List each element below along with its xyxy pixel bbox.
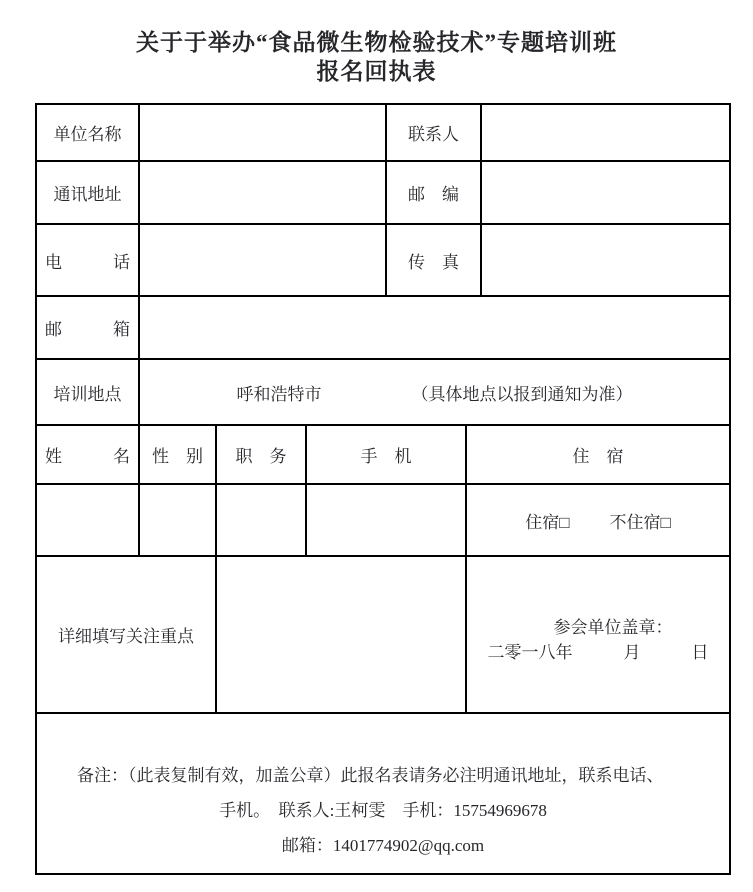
phone-field[interactable] [139, 224, 386, 296]
remarks-line-1: 备注：（此表复制有效，加盖公章）此报名表请务必注明通讯地址，联系电话、 [77, 766, 664, 785]
email-field[interactable] [139, 296, 730, 359]
stay-checkbox[interactable]: 住宿□ [525, 512, 570, 532]
remarks-cell [36, 713, 730, 874]
table-row [36, 556, 730, 713]
postcode-field[interactable] [481, 161, 730, 224]
phone-label: 电 话 [36, 224, 139, 296]
name-header: 姓 名 [36, 425, 139, 484]
address-field[interactable] [139, 161, 386, 224]
table-row [36, 484, 730, 556]
mobile-header: 手 机 [306, 425, 466, 484]
document-title [0, 28, 753, 86]
venue-city: 呼和浩特市 [236, 384, 322, 404]
venue-cell [139, 359, 730, 425]
remarks-line-2: 手机。 联系人:王柯雯 手机：15754969678 [219, 801, 547, 820]
gender-header: 性 别 [139, 425, 216, 484]
venue-note: （具体地点以报到通知为准） [411, 384, 633, 404]
fax-field[interactable] [481, 224, 730, 296]
postcode-label: 邮 编 [386, 161, 481, 224]
gender-field[interactable] [139, 484, 216, 556]
email-label: 邮 箱 [36, 296, 139, 359]
position-field[interactable] [216, 484, 306, 556]
fax-label: 传 真 [386, 224, 481, 296]
position-header: 职 务 [216, 425, 306, 484]
focus-points-field[interactable] [216, 556, 466, 713]
name-field[interactable] [36, 484, 139, 556]
title-line-1: 关于于举办“食品微生物检验技术”专题培训班 [136, 30, 617, 55]
accommodation-header: 住 宿 [466, 425, 730, 484]
seal-date-cell [466, 556, 730, 713]
contact-person-field[interactable] [481, 104, 730, 161]
table-row [36, 296, 730, 359]
mobile-field[interactable] [306, 484, 466, 556]
unit-name-field[interactable] [139, 104, 386, 161]
contact-person-label: 联系人 [386, 104, 481, 161]
registration-table [35, 103, 731, 875]
table-row [36, 224, 730, 296]
address-label: 通讯地址 [36, 161, 139, 224]
date-line: 二零一八年 月 日 [487, 642, 709, 662]
table-row [36, 425, 730, 484]
table-row [36, 104, 730, 161]
focus-points-label: 详细填写关注重点 [36, 556, 216, 713]
table-row [36, 161, 730, 224]
table-row [36, 359, 730, 425]
venue-label: 培训地点 [36, 359, 139, 425]
title-line-2: 报名回执表 [316, 59, 437, 84]
unit-seal-label: 参会单位盖章： [553, 617, 673, 637]
remarks-line-3: 邮箱：1401774902@qq.com [281, 836, 485, 855]
table-row [36, 713, 730, 874]
accommodation-options [466, 484, 730, 556]
unit-name-label: 单位名称 [36, 104, 139, 161]
no-stay-checkbox[interactable]: 不住宿□ [609, 512, 671, 532]
